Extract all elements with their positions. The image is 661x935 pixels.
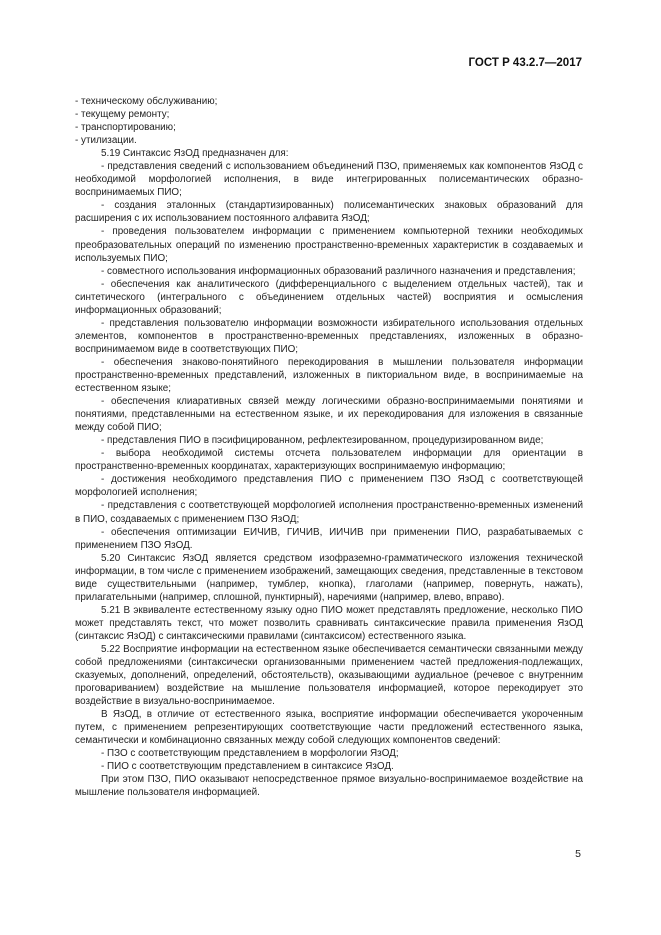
document-code-header: ГОСТ Р 43.2.7—2017 bbox=[468, 57, 582, 69]
paragraph: - выбора необходимой системы отсчета пользователем информации для ориентации в пространственно-временных координатах, характеризующих воспринимаемую информацию; bbox=[75, 448, 583, 473]
paragraph: - транспортированию; bbox=[75, 122, 176, 134]
paragraph: - совместного использования информационных образований различного назначения и представления; bbox=[101, 265, 576, 277]
paragraph: - представления ПИО в пэсифицированном, рефлектезированном, процедуризированном виде; bbox=[101, 435, 544, 447]
paragraph: - представления с соответствующей морфологией исполнения пространственно-временных изменений в ПИО, создаваемых с применением ПЗО ЯзОД; bbox=[75, 500, 583, 525]
paragraph: 5.22 Восприятие информации на естественном языке обеспечивается семантически связанными между собой предложениями (синтаксически организованными применением частей предложения-подлежащих, сказуемых, дополнений, определений, обстоятельств), оказывающими аудиальное (речевое с внутренним проговариванием) воздействие на мышление пользователя информацией, которое перекодирует это воздействие в визуально-воспринимаемое. bbox=[75, 643, 583, 708]
paragraph: - представления сведений с использованием объединений ПЗО, применяемых как компонентов ЯзОД с необходимой морфологией исполнения, в виде интегрированных полисемантических образно-воспринимаемых ПИО; bbox=[75, 161, 583, 199]
paragraph: - проведения пользователем информации с применением компьютерной техники необходимых преобразовательных операций по изменению пространственно-временных характеристик в создаваемых и используемых ПИО; bbox=[75, 226, 583, 264]
paragraph: - утилизации. bbox=[75, 135, 137, 147]
paragraph: - текущему ремонту; bbox=[75, 109, 170, 121]
paragraph: В ЯзОД, в отличие от естественного языка, восприятие информации обеспечивается укороченным путем, с применением репрезентирующих соответствующие части предложений естественного языка, семантически и комбинационно связанных между собой следующих компонентов сведений: bbox=[75, 709, 583, 747]
paragraph: - создания эталонных (стандартизированных) полисемантических знаковых образований для расширения с их использованием постоянного алфавита ЯзОД; bbox=[75, 200, 583, 225]
paragraph: - обеспечения оптимизации ЕИЧИВ, ГИЧИВ, ИИЧИВ при применении ПИО, разрабатываемых с применением ПЗО ЯзОД. bbox=[75, 526, 583, 551]
paragraph: - обеспечения как аналитического (дифференциального с выделением отдельных частей), так и синтетического (интегрального с объединением отдельных частей) восприятия и осмысления информационных образований; bbox=[75, 278, 583, 316]
paragraph: 5.21 В эквиваленте естественному языку одно ПИО может представлять предложение, несколько ПИО может представлять текст, что может позволить сравнивать синтаксические правила применения ЯзОД (синтаксис ЯзОД) с синтаксическими правилами (синтаксисом) естественного языка. bbox=[75, 604, 583, 642]
page-number: 5 bbox=[575, 848, 581, 860]
paragraph: - обеспечения клиаративных связей между логическими образно-воспринимаемыми понятиями и понятиями, представленными на естественном языке, и их перекодирования для изложения в связанные между собой ПИО; bbox=[75, 396, 583, 434]
paragraph: 5.20 Синтаксис ЯзОД является средством изофраземно-грамматического изложения технической информации, в том числе с применением изображений, замещающих сведения, представленные в текстовом виде существительными (например, тумблер, кнопка), глаголами (например, повернуть, нажать), прилагательными (например, сплошной, пунктирный), наречиями (например, влево, вправо). bbox=[75, 552, 583, 603]
paragraph: При этом ПЗО, ПИО оказывают непосредственное прямое визуально-воспринимаемое воздействие на мышление пользователя информацией. bbox=[75, 774, 583, 799]
paragraph: - достижения необходимого представления ПИО с применением ПЗО ЯзОД с соответствующей морфологией исполнения; bbox=[75, 474, 583, 499]
paragraph: - представления пользователю информации возможности избирательного использования отдельных элементов, компонентов в пространственно-временных представлениях, изложенных в образно-воспринимаемом виде в соответствующих ПИО; bbox=[75, 317, 583, 355]
paragraph: - ПЗО с соответствующим представлением в морфологии ЯзОД; bbox=[101, 748, 399, 760]
paragraph: - техническому обслуживанию; bbox=[75, 96, 218, 107]
document-body bbox=[75, 95, 583, 800]
paragraph: - обеспечения знаково-понятийного перекодирования в мышлении пользователя информации пространственно-временных представлений, изложенных в пикториальном виде, в воспринимаемые на естественном языке; bbox=[75, 356, 583, 395]
paragraph: 5.19 Синтаксис ЯзОД предназначен для: bbox=[101, 148, 289, 160]
paragraph: - ПИО с соответствующим представлением в синтаксисе ЯзОД. bbox=[101, 761, 394, 773]
